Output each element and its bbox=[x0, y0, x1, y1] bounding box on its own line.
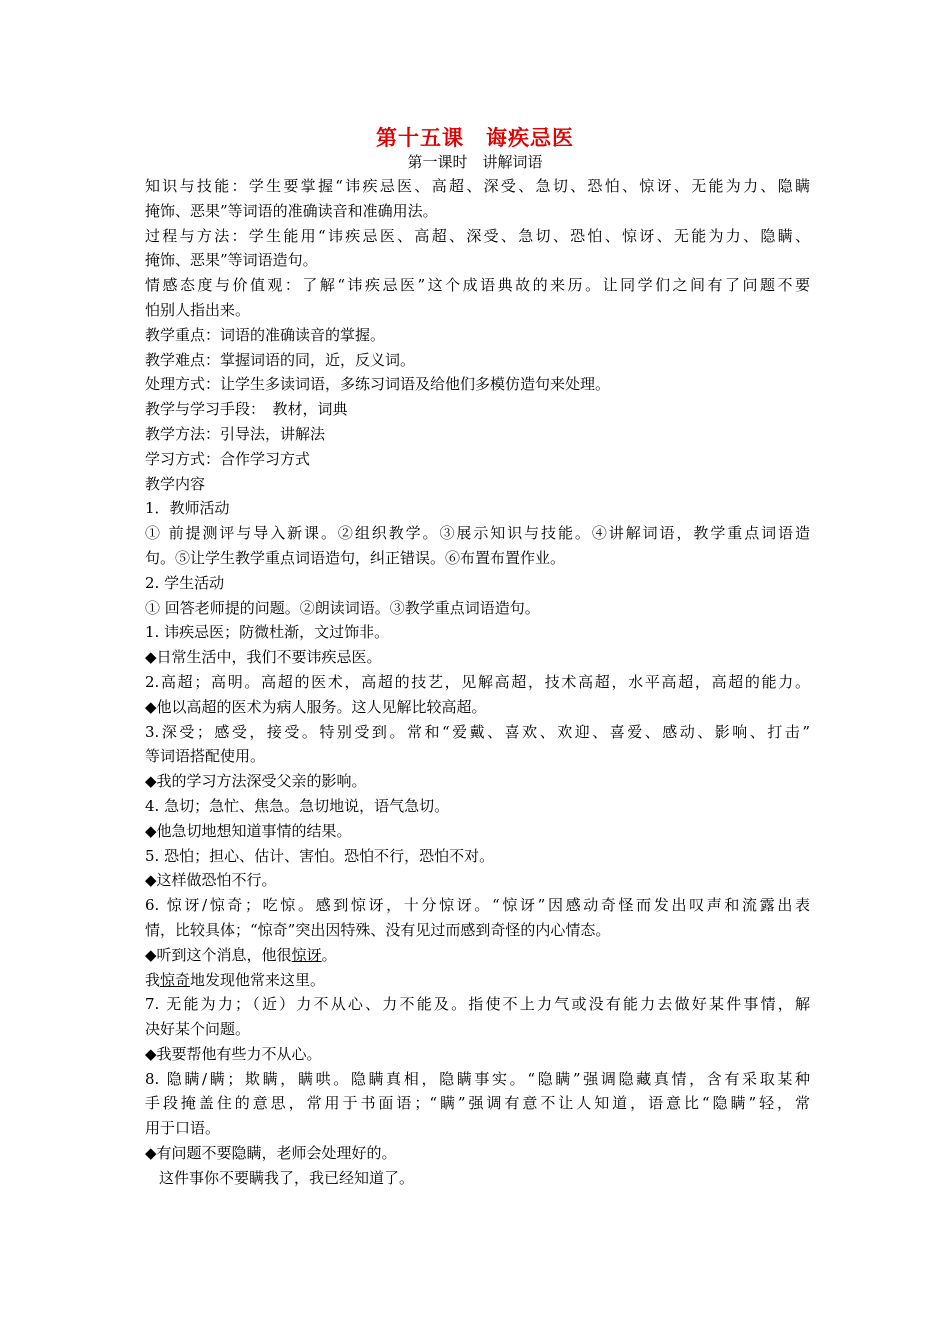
paragraph-line: 决好某个问题。 bbox=[145, 1020, 251, 1039]
paragraph-line: ◆他急切地想知道事情的结果。 bbox=[145, 821, 352, 840]
paragraph-line: ◆他以高超的医术为病人服务。这人见解比较高超。 bbox=[145, 697, 487, 716]
paragraph-line: 4. 急切；急忙、焦急。急切地说，语气急切。 bbox=[145, 796, 450, 815]
paragraph-line: 手段掩盖住的意思，常用于书面语；“瞒”强调有意不让人知道，语意比“隐瞒”轻，常 bbox=[145, 1094, 810, 1113]
example-text: 地发现他常来这里。 bbox=[190, 970, 326, 989]
paragraph-line: 过程与方法：学生能用“讳疾忌医、高超、深受、急切、恐怕、惊讶、无能为力、隐瞒、 bbox=[145, 226, 810, 245]
paragraph-line: 5. 恐怕；担心、估计、害怕。恐怕不行，恐怕不对。 bbox=[145, 846, 495, 865]
paragraph-line: 处理方式：让学生多读词语，多练习词语及给他们多模仿造句来处理。 bbox=[145, 375, 611, 394]
lesson-subtitle: 第一课时 讲解词语 bbox=[407, 153, 543, 171]
example-text: 。 bbox=[321, 945, 337, 964]
example-text: ◆听到这个消息，他很 bbox=[145, 945, 292, 964]
paragraph-line: 8. 隐瞒/瞒；欺瞒，瞒哄。隐瞒真相，隐瞒事实。“隐瞒”强调隐藏真情，含有采取某种 bbox=[145, 1069, 810, 1088]
paragraph-line: ① 回答老师提的问题。②朗读词语。③教学重点词语造句。 bbox=[145, 598, 540, 617]
paragraph-line: 这件事你不要瞒我了，我已经知道了。 bbox=[159, 1168, 415, 1187]
lesson-title: 第十五课 诲疾忌医 bbox=[376, 125, 574, 150]
paragraph-line: 情，比较具体；“惊奇”突出因特殊、没有见过而感到奇怪的内心情态。 bbox=[145, 920, 611, 939]
paragraph-line: 用于口语。 bbox=[145, 1119, 221, 1138]
paragraph-line: 学习方式：合作学习方式 bbox=[145, 449, 311, 468]
paragraph-line: 教学难点：掌握词语的同，近，反义词。 bbox=[145, 350, 416, 369]
paragraph-line: ◆我要帮他有些力不从心。 bbox=[145, 1044, 322, 1063]
paragraph-line: 句。⑤让学生教学重点词语造句，纠正错误。⑥布置布置作业。 bbox=[145, 548, 566, 567]
paragraph-line: 2.高超；高明。高超的医术，高超的技艺，见解高超，技术高超，水平高超，高超的能力。 bbox=[145, 672, 810, 691]
underlined-word: 惊奇 bbox=[160, 970, 191, 989]
example-sentence-line bbox=[145, 968, 810, 993]
lesson-body bbox=[145, 174, 810, 1191]
paragraph-line: 掩饰、恶果”等词语的准确读音和准确用法。 bbox=[145, 201, 438, 220]
paragraph-line: ◆日常生活中，我们不要讳疾忌医。 bbox=[145, 648, 382, 667]
paragraph-line: 6. 惊讶/惊奇；吃惊。感到惊讶，十分惊讶。“惊讶”因感动奇怪而发出叹声和流露出表 bbox=[145, 896, 810, 915]
paragraph-line: 1．教师活动 bbox=[145, 499, 230, 518]
paragraph-line: ① 前提测评与导入新课。②组织教学。③展示知识与技能。④讲解词语，教学重点词语造 bbox=[145, 524, 810, 543]
paragraph-line: 掩饰、恶果”等词语造句。 bbox=[145, 251, 318, 270]
paragraph-line: 教学内容 bbox=[145, 474, 206, 493]
paragraph-line: ◆我的学习方法深受父亲的影响。 bbox=[145, 772, 367, 791]
paragraph-line: 知识与技能：学生要掌握“讳疾忌医、高超、深受、急切、恐怕、惊讶、无能为力、隐瞒 bbox=[145, 177, 810, 195]
paragraph-line: 教学与学习手段： 教材，词典 bbox=[145, 400, 348, 419]
paragraph-line: 等词语搭配使用。 bbox=[145, 747, 266, 766]
paragraph-line: 情感态度与价值观：了解“讳疾忌医”这个成语典故的来历。让同学们之间有了问题不要 bbox=[145, 276, 810, 295]
paragraph-line: 2. 学生活动 bbox=[145, 573, 225, 592]
example-text: 我 bbox=[145, 970, 161, 989]
paragraph-line: 教学重点：词语的准确读音的掌握。 bbox=[145, 325, 386, 344]
paragraph-line: 怕别人指出来。 bbox=[145, 300, 251, 319]
paragraph-line: ◆这样做恐怕不行。 bbox=[145, 871, 277, 890]
example-sentence-line bbox=[145, 943, 810, 968]
underlined-word: 惊讶 bbox=[291, 945, 322, 964]
paragraph-line: 3.深受；感受，接受。特别受到。常和“爱戴、喜欢、欢迎、喜爱、感动、影响、打击” bbox=[145, 722, 810, 741]
paragraph-line: ◆有问题不要隐瞒，老师会处理好的。 bbox=[145, 1144, 397, 1163]
paragraph-line: 1. 讳疾忌医；防微杜渐，文过饰非。 bbox=[145, 623, 390, 642]
paragraph-line: 教学方法：引导法，讲解法 bbox=[145, 424, 326, 443]
paragraph-line: 7. 无能为力；（近）力不从心、力不能及。指使不上力气或没有能力去做好某件事情，解 bbox=[145, 995, 810, 1014]
